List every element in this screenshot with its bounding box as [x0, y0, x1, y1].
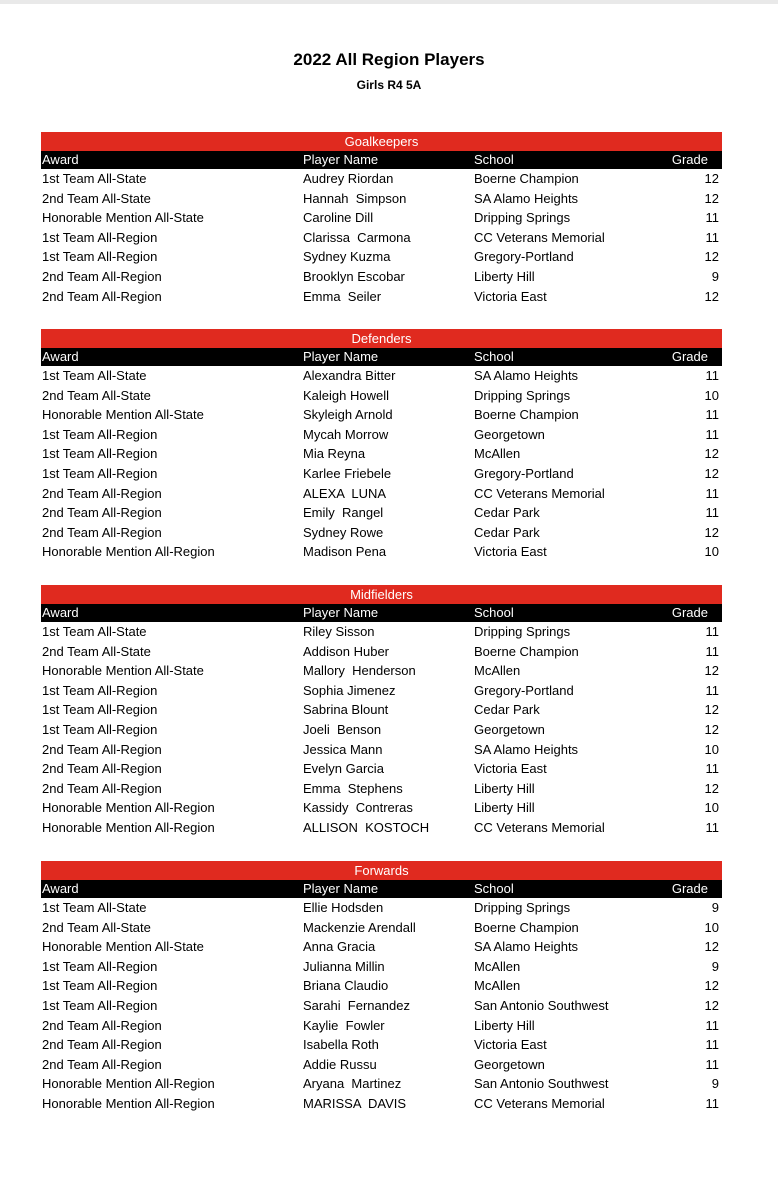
table-row [41, 542, 722, 562]
column-player: Player Name [303, 881, 379, 896]
award-cell: Honorable Mention All-Region [42, 819, 215, 835]
column-header-row [41, 604, 722, 622]
school-cell: Victoria East [474, 1037, 547, 1053]
award-cell: Honorable Mention All-State [42, 939, 204, 955]
table-row [41, 287, 722, 307]
table-row [41, 503, 722, 523]
column-award: Award [42, 605, 79, 620]
grade-cell: 10 [704, 387, 719, 403]
table-row [41, 208, 722, 228]
school-cell: Georgetown [474, 721, 545, 737]
player-cell: Emily Rangel [303, 505, 384, 521]
award-cell: 1st Team All-Region [42, 958, 158, 974]
player-cell: Alexandra Bitter [303, 368, 396, 383]
player-cell: Brooklyn Escobar [303, 268, 405, 284]
player-cell: Joeli Benson [303, 721, 382, 737]
section-forwards [41, 861, 722, 1114]
player-cell: Evelyn Garcia [303, 761, 384, 777]
column-award: Award [42, 881, 79, 896]
section-header: Defenders [41, 329, 722, 348]
grade-cell: 11 [705, 682, 719, 698]
table-row [41, 425, 722, 445]
grade-cell: 12 [704, 171, 719, 186]
award-cell: 1st Team All-State [42, 900, 147, 915]
award-cell: 2nd Team All-Region [42, 505, 162, 521]
school-cell: SA Alamo Heights [474, 190, 579, 206]
table-row [41, 1094, 722, 1114]
table-row [41, 267, 722, 287]
table-row [41, 779, 722, 799]
grade-cell: 11 [705, 368, 719, 383]
award-cell: Honorable Mention All-Region [42, 1095, 215, 1111]
grade-cell: 12 [704, 465, 719, 481]
award-cell: 1st Team All-Region [42, 446, 158, 462]
column-school: School [474, 605, 514, 620]
table-row [41, 444, 722, 464]
award-cell: 2nd Team All-Region [42, 780, 162, 796]
school-cell: Liberty Hill [474, 780, 535, 796]
player-cell: Sophia Jimenez [303, 682, 396, 698]
table-row [41, 1016, 722, 1036]
grade-cell: 12 [704, 780, 719, 796]
player-cell: Madison Pena [303, 544, 387, 560]
top-border [0, 0, 778, 4]
award-cell: Honorable Mention All-Region [42, 544, 215, 560]
grade-cell: 12 [704, 663, 719, 679]
grade-cell: 11 [705, 229, 719, 245]
grade-cell: 11 [705, 505, 719, 521]
player-cell: Anna Gracia [303, 939, 376, 955]
grade-cell: 12 [704, 997, 719, 1013]
player-cell: Kaylie Fowler [303, 1017, 385, 1033]
award-cell: 2nd Team All-Region [42, 1037, 162, 1053]
award-cell: 1st Team All-Region [42, 978, 158, 994]
grade-cell: 11 [705, 1056, 719, 1072]
table-row [41, 386, 722, 406]
page-title: 2022 All Region Players [293, 50, 485, 69]
player-cell: Sabrina Blount [303, 702, 389, 718]
section-header: Goalkeepers [41, 132, 722, 151]
column-grade: Grade [671, 605, 708, 620]
table-row [41, 523, 722, 543]
table-row [41, 740, 722, 760]
player-cell: Mia Reyna [303, 446, 366, 462]
award-cell: 2nd Team All-Region [42, 485, 162, 501]
grade-cell: 12 [704, 721, 719, 737]
school-cell: Gregory-Portland [474, 465, 574, 481]
column-grade: Grade [671, 349, 708, 364]
school-cell: CC Veterans Memorial [474, 229, 605, 245]
table-row [41, 937, 722, 957]
player-cell: Clarissa Carmona [303, 229, 411, 245]
grade-cell: 9 [711, 1076, 719, 1092]
column-grade: Grade [671, 152, 708, 167]
table-row [41, 1055, 722, 1075]
table-row [41, 189, 722, 209]
school-cell: Liberty Hill [474, 800, 535, 816]
column-school: School [474, 881, 514, 896]
table-row [41, 1035, 722, 1055]
table-row [41, 464, 722, 484]
award-cell: 2nd Team All-State [42, 919, 151, 935]
column-award: Award [42, 349, 79, 364]
table-row [41, 484, 722, 504]
award-cell: 1st Team All-Region [42, 721, 158, 737]
player-cell: Julianna Millin [303, 958, 385, 974]
school-cell: Boerne Champion [474, 643, 579, 659]
section-header: Forwards [41, 861, 722, 880]
school-cell: Gregory-Portland [474, 249, 574, 265]
grade-cell: 11 [705, 761, 719, 777]
grade-cell: 11 [705, 426, 719, 442]
table-row [41, 957, 722, 977]
school-cell: Victoria East [474, 761, 547, 777]
school-cell: McAllen [474, 663, 521, 679]
school-cell: Dripping Springs [474, 624, 571, 639]
grade-cell: 10 [704, 919, 719, 935]
player-cell: Jessica Mann [303, 741, 383, 757]
table-row [41, 681, 722, 701]
school-cell: Cedar Park [474, 524, 540, 540]
column-award: Award [42, 152, 79, 167]
table-row [41, 759, 722, 779]
school-cell: Boerne Champion [474, 171, 579, 186]
table-row [41, 700, 722, 720]
school-cell: Georgetown [474, 1056, 545, 1072]
player-cell: Sydney Kuzma [303, 249, 391, 265]
grade-cell: 11 [705, 624, 719, 639]
award-cell: 1st Team All-State [42, 368, 147, 383]
player-cell: Emma Seiler [303, 288, 382, 304]
school-cell: Liberty Hill [474, 268, 535, 284]
table-row [41, 366, 722, 386]
school-cell: Victoria East [474, 288, 547, 304]
award-cell: 1st Team All-State [42, 171, 147, 186]
player-cell: Briana Claudio [303, 978, 389, 994]
award-cell: Honorable Mention All-Region [42, 800, 215, 816]
column-header-row [41, 348, 722, 366]
school-cell: McAllen [474, 958, 521, 974]
section-header: Midfielders [41, 585, 722, 604]
player-cell: Hannah Simpson [303, 190, 407, 206]
column-school: School [474, 152, 514, 167]
column-grade: Grade [671, 881, 708, 896]
grade-cell: 12 [704, 702, 719, 718]
player-cell: Kassidy Contreras [303, 800, 413, 816]
grade-cell: 12 [704, 249, 719, 265]
grade-cell: 9 [711, 958, 719, 974]
award-cell: Honorable Mention All-State [42, 663, 204, 679]
table-row [41, 661, 722, 681]
column-player: Player Name [303, 152, 379, 167]
award-cell: 1st Team All-State [42, 624, 147, 639]
table-row [41, 405, 722, 425]
grade-cell: 10 [704, 544, 719, 560]
grade-cell: 12 [704, 978, 719, 994]
school-cell: Dripping Springs [474, 900, 571, 915]
table-row [41, 996, 722, 1016]
table-row [41, 720, 722, 740]
school-cell: Victoria East [474, 544, 547, 560]
award-cell: 1st Team All-Region [42, 997, 158, 1013]
table-row [41, 898, 722, 918]
player-cell: Addison Huber [303, 643, 389, 659]
award-cell: 2nd Team All-Region [42, 524, 162, 540]
table-row [41, 1074, 722, 1094]
school-cell: Georgetown [474, 426, 545, 442]
school-cell: Gregory-Portland [474, 682, 574, 698]
table-row [41, 642, 722, 662]
table-row [41, 622, 722, 642]
school-cell: CC Veterans Memorial [474, 485, 605, 501]
table-row [41, 169, 722, 189]
grade-cell: 11 [705, 1017, 719, 1033]
award-cell: Honorable Mention All-Region [42, 1076, 215, 1092]
school-cell: McAllen [474, 978, 521, 994]
player-cell: Mycah Morrow [303, 426, 389, 442]
player-cell: Riley Sisson [303, 624, 375, 639]
player-cell: Mallory Henderson [303, 663, 416, 679]
school-cell: SA Alamo Heights [474, 939, 579, 955]
player-cell: Audrey Riordan [303, 171, 394, 186]
school-cell: Boerne Champion [474, 407, 579, 423]
grade-cell: 12 [704, 446, 719, 462]
player-cell: Sydney Rowe [303, 524, 384, 540]
section-defenders [41, 329, 722, 562]
award-cell: 2nd Team All-Region [42, 1056, 162, 1072]
player-cell: Caroline Dill [303, 210, 374, 226]
award-cell: 1st Team All-Region [42, 465, 158, 481]
table-row [41, 976, 722, 996]
player-cell: Kaleigh Howell [303, 387, 389, 403]
award-cell: Honorable Mention All-State [42, 210, 204, 226]
award-cell: 2nd Team All-State [42, 643, 151, 659]
player-cell: Skyleigh Arnold [303, 407, 393, 423]
award-cell: 1st Team All-Region [42, 702, 158, 718]
player-cell: Addie Russu [303, 1056, 377, 1072]
section-midfielders [41, 585, 722, 838]
table-row [41, 918, 722, 938]
grade-cell: 9 [711, 900, 719, 915]
player-cell: ALEXA LUNA [303, 485, 387, 501]
award-cell: 1st Team All-Region [42, 426, 158, 442]
player-cell: Emma Stephens [303, 780, 403, 796]
school-cell: Cedar Park [474, 702, 540, 718]
player-cell: Aryana Martinez [303, 1076, 402, 1092]
grade-cell: 11 [705, 485, 719, 501]
grade-cell: 11 [705, 1037, 719, 1053]
table-row [41, 818, 722, 838]
award-cell: 1st Team All-Region [42, 682, 158, 698]
school-cell: San Antonio Southwest [474, 997, 609, 1013]
grade-cell: 11 [705, 210, 719, 226]
grade-cell: 11 [705, 407, 719, 423]
grade-cell: 12 [704, 288, 719, 304]
section-goalkeepers [41, 132, 722, 306]
player-cell: Mackenzie Arendall [303, 919, 416, 935]
grade-cell: 11 [705, 819, 719, 835]
player-cell: MARISSA DAVIS [303, 1095, 407, 1111]
player-cell: ALLISON KOSTOCH [303, 819, 430, 835]
page-subtitle: Girls R4 5A [356, 78, 422, 92]
table-row [41, 798, 722, 818]
grade-cell: 11 [705, 643, 719, 659]
award-cell: 1st Team All-Region [42, 249, 158, 265]
school-cell: San Antonio Southwest [474, 1076, 609, 1092]
player-cell: Karlee Friebele [303, 465, 392, 481]
grade-cell: 10 [704, 741, 719, 757]
school-cell: Liberty Hill [474, 1017, 535, 1033]
award-cell: 2nd Team All-Region [42, 1017, 162, 1033]
award-cell: 2nd Team All-Region [42, 741, 162, 757]
table-row [41, 247, 722, 267]
column-player: Player Name [303, 605, 379, 620]
player-cell: Isabella Roth [303, 1037, 379, 1053]
school-cell: CC Veterans Memorial [474, 819, 605, 835]
grade-cell: 12 [704, 524, 719, 540]
table-row [41, 228, 722, 248]
column-header-row [41, 151, 722, 169]
player-cell: Ellie Hodsden [303, 900, 384, 915]
column-school: School [474, 349, 514, 364]
grade-cell: 10 [704, 800, 719, 816]
school-cell: CC Veterans Memorial [474, 1095, 605, 1111]
grade-cell: 12 [704, 939, 719, 955]
player-cell: Sarahi Fernandez [303, 997, 410, 1013]
school-cell: McAllen [474, 446, 521, 462]
award-cell: 2nd Team All-Region [42, 268, 162, 284]
school-cell: Dripping Springs [474, 210, 571, 226]
grade-cell: 9 [711, 268, 719, 284]
award-cell: Honorable Mention All-State [42, 407, 204, 423]
school-cell: SA Alamo Heights [474, 368, 579, 383]
column-player: Player Name [303, 349, 379, 364]
school-cell: Cedar Park [474, 505, 540, 521]
column-header-row [41, 880, 722, 898]
school-cell: SA Alamo Heights [474, 741, 579, 757]
grade-cell: 11 [705, 1095, 719, 1111]
grade-cell: 12 [704, 190, 719, 206]
award-cell: 2nd Team All-State [42, 190, 151, 206]
school-cell: Dripping Springs [474, 387, 571, 403]
award-cell: 2nd Team All-State [42, 387, 151, 403]
award-cell: 2nd Team All-Region [42, 761, 162, 777]
school-cell: Boerne Champion [474, 919, 579, 935]
award-cell: 2nd Team All-Region [42, 288, 162, 304]
award-cell: 1st Team All-Region [42, 229, 158, 245]
